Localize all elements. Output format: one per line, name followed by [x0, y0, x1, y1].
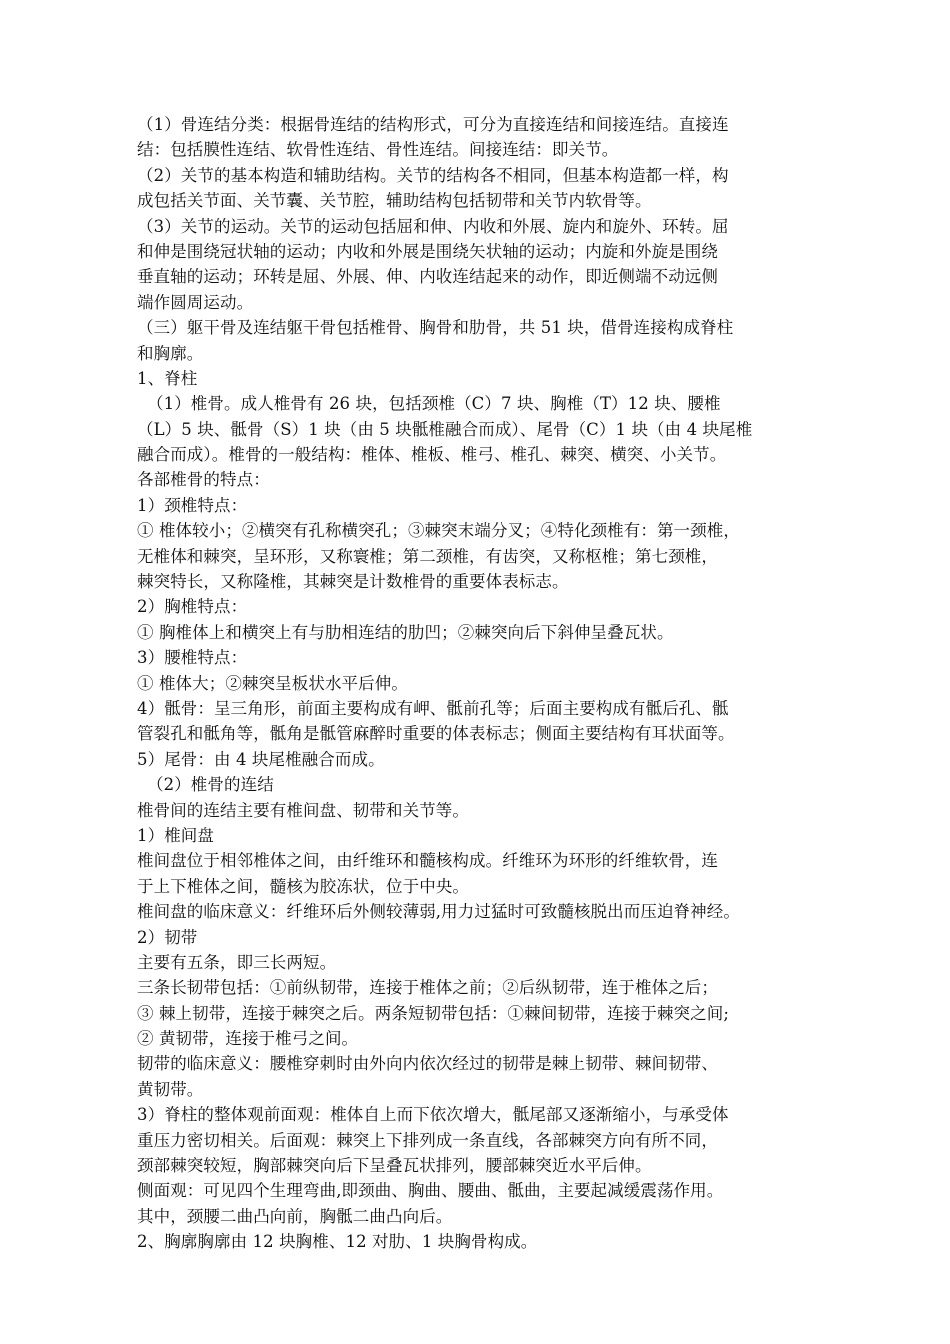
- text-line: 结：包括膜性连结、软骨性连结、骨性连结。间接连结：即关节。: [137, 140, 619, 160]
- text-line: ② 黄韧带，连接于椎弓之间。: [137, 1029, 359, 1049]
- text-line: 3）脊柱的整体观前面观：椎体自上而下依次增大，骶尾部又逐渐缩小，与承受体: [137, 1105, 729, 1125]
- text-line: （3）关节的运动。关节的运动包括屈和伸、内收和外展、旋内和旋外、环转。屈: [137, 216, 729, 236]
- text-line: 其中，颈腰二曲凸向前，胸骶二曲凸向后。: [137, 1206, 453, 1226]
- text-line: ① 胸椎体上和横突上有与肋相连结的肋凹；②棘突向后下斜伸呈叠瓦状。: [137, 622, 674, 642]
- text-line: 于上下椎体之间，髓核为胶冻状，位于中央。: [137, 876, 469, 896]
- document-body: [137, 112, 837, 1255]
- text-line: 颈部棘突较短，胸部棘突向后下呈叠瓦状排列，腰部棘突近水平后伸。: [137, 1156, 652, 1176]
- text-line: 椎间盘位于相邻椎体之间，由纤维环和髓核构成。纤维环为环形的纤维软骨，连: [137, 851, 718, 871]
- text-line: 椎骨间的连结主要有椎间盘、韧带和关节等。: [137, 800, 469, 820]
- text-line: 棘突特长，又称隆椎，其棘突是计数椎骨的重要体表标志。: [137, 572, 569, 592]
- text-line: 各部椎骨的特点：: [137, 470, 270, 490]
- text-line: 重压力密切相关。后面观：棘突上下排列成一条直线，各部棘突方向有所不同，: [137, 1130, 718, 1150]
- text-line: （1）骨连结分类：根据骨连结的结构形式，可分为直接连结和间接连结。直接连: [137, 115, 729, 134]
- text-line: 1）椎间盘: [137, 825, 214, 845]
- text-line: 和伸是围绕冠状轴的运动；内收和外展是围绕矢状轴的运动；内旋和外旋是围绕: [137, 241, 718, 261]
- text-line: 管裂孔和骶角等，骶角是骶管麻醉时重要的体表标志；侧面主要结构有耳状面等。: [137, 724, 735, 744]
- text-line: 和胸廓。: [137, 343, 204, 363]
- text-line: （2）椎骨的连结: [147, 775, 274, 795]
- text-line: 融合而成）。椎骨的一般结构：椎体、椎板、椎弓、椎孔、棘突、横突、小关节。: [137, 445, 727, 465]
- text-line: 侧面观：可见四个生理弯曲,即颈曲、胸曲、腰曲、骶曲，主要起减缓震荡作用。: [137, 1181, 724, 1201]
- text-line: 韧带的临床意义：腰椎穿刺时由外向内依次经过的韧带是棘上韧带、棘间韧带、: [137, 1054, 718, 1074]
- subsection-heading: 1、脊柱: [137, 368, 198, 388]
- text-line: 5）尾骨：由 4 块尾椎融合而成。: [137, 749, 385, 769]
- text-line: ③ 棘上韧带，连接于棘突之后。两条短韧带包括：①棘间韧带，连接于棘突之间;: [137, 1003, 730, 1023]
- section-heading: （三）躯干骨及连结躯干骨包括椎骨、胸骨和肋骨，共 51 块，借骨连接构成脊柱: [137, 318, 734, 338]
- text-line: （2）关节的基本构造和辅助结构。关节的结构各不相同，但基本构造都一样，构: [137, 165, 729, 185]
- text-line: ① 椎体较小；②横突有孔称横突孔；③棘突末端分叉；④特化颈椎有：第一颈椎，: [137, 521, 740, 541]
- text-line: 2）胸椎特点：: [137, 597, 248, 617]
- text-line: 无椎体和棘突，呈环形，又称寰椎；第二颈椎，有齿突，又称枢椎；第七颈椎，: [137, 546, 718, 566]
- text-line: 成包括关节面、关节囊、关节腔，辅助结构包括韧带和关节内软骨等。: [137, 191, 652, 211]
- text-line: 端作圆周运动。: [137, 292, 254, 312]
- subsection-heading: 2、胸廓胸廓由 12 块胸椎、12 对肋、1 块胸骨构成。: [137, 1232, 538, 1252]
- text-line: 3）腰椎特点：: [137, 648, 248, 668]
- text-line: （L）5 块、骶骨（S）1 块（由 5 块骶椎融合而成）、尾骨（C）1 块（由 4 块尾椎: [137, 419, 753, 439]
- text-line: 2）韧带: [137, 927, 198, 947]
- text-line: 黄韧带。: [137, 1079, 204, 1099]
- text-line: 垂直轴的运动；环转是屈、外展、伸、内收连结起来的动作，即近侧端不动远侧: [137, 267, 718, 287]
- text-line: （1）椎骨。成人椎骨有 26 块，包括颈椎（C）7 块、胸椎（T）12 块、腰椎: [147, 394, 721, 414]
- text-line: 主要有五条，即三长两短。: [137, 952, 337, 972]
- text-line: ① 椎体大；②棘突呈板状水平后伸。: [137, 673, 408, 693]
- text-line: 三条长韧带包括：①前纵韧带，连接于椎体之前；②后纵韧带，连于椎体之后；: [137, 978, 718, 998]
- text-line: 1）颈椎特点：: [137, 495, 248, 515]
- text-line: 4）骶骨：呈三角形，前面主要构成有岬、骶前孔等；后面主要构成有骶后孔、骶: [137, 698, 729, 718]
- text-line: 椎间盘的临床意义：纤维环后外侧较薄弱,用力过猛时可致髓核脱出而压迫脊神经。: [137, 902, 740, 922]
